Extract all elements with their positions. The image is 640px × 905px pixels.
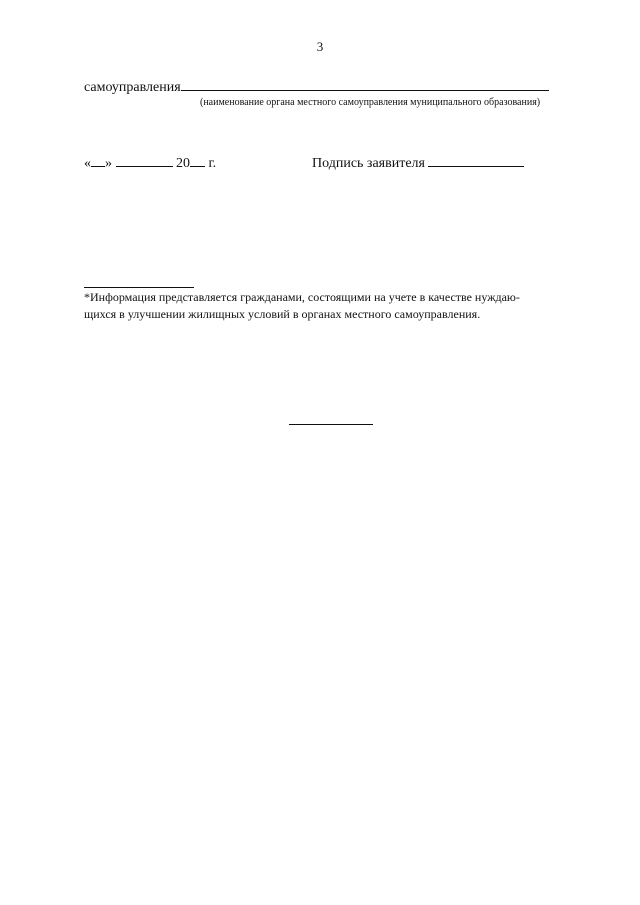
year-blank	[190, 166, 205, 167]
signature-row	[312, 156, 524, 172]
open-quote: «	[84, 156, 91, 171]
organ-caption: (наименование органа местного самоуправления муниципального образования)	[200, 97, 541, 108]
organ-name-blank	[181, 90, 549, 91]
page-number: 3	[316, 39, 324, 54]
organ-label: самоуправления	[84, 80, 181, 95]
close-quote: »	[105, 156, 112, 171]
year-prefix: 20	[176, 156, 190, 171]
date-row	[84, 156, 216, 172]
signature-blank	[428, 166, 524, 167]
footnote	[84, 289, 568, 323]
footnote-line-1: *Информация представляется гражданами, состоящими на учете в качестве нуждаю-	[84, 290, 520, 304]
footnote-line-2: щихся в улучшении жилищных условий в органах местного самоуправления.	[84, 307, 481, 321]
footnote-separator	[84, 287, 194, 288]
signature-label: Подпись заявителя	[312, 156, 425, 171]
end-rule	[289, 424, 373, 425]
month-blank	[116, 166, 173, 167]
year-suffix: г.	[208, 156, 217, 171]
organ-line	[84, 80, 549, 96]
day-blank	[91, 166, 105, 167]
